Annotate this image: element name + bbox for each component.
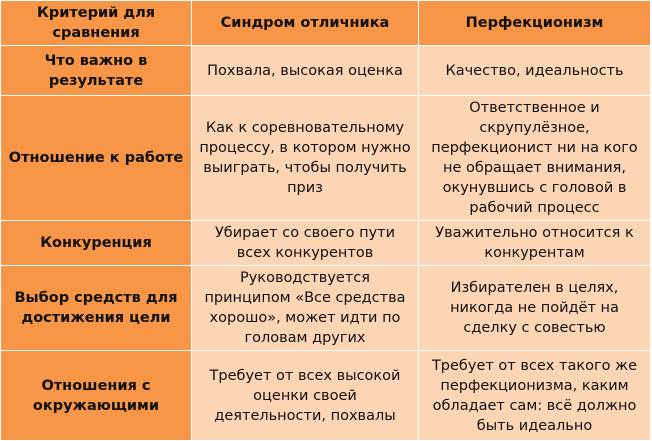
cell-perfectionism: Избирателен в целях, никогда не пойдёт на сделку с совестью — [419, 266, 651, 351]
cell-excellent-student: Похвала, высокая оценка — [192, 46, 419, 96]
row-criterion: Выбор средств для достижения цели — [1, 266, 192, 351]
table-row — [1, 46, 651, 96]
cell-perfectionism: Качество, идеальность — [419, 46, 651, 96]
table-row — [1, 351, 651, 441]
cell-excellent-student: Требует от всех высокой оценки своей деятельности, похвалы — [192, 351, 419, 441]
row-criterion: Отношение к работе — [1, 96, 192, 221]
table-row — [1, 266, 651, 351]
cell-perfectionism: Уважительно относится к конкурентам — [419, 221, 651, 266]
cell-excellent-student: Убирает со своего пути всех конкурентов — [192, 221, 419, 266]
column-header-excellent-student: Синдром отличника — [192, 1, 419, 46]
cell-perfectionism: Требует от всех такого же перфекционизма, каким обладает сам: всё должно быть идеально — [419, 351, 651, 441]
row-criterion: Отношения с окружающими — [1, 351, 192, 441]
column-header-perfectionism: Перфекционизм — [419, 1, 651, 46]
cell-excellent-student: Руководствуется принципом «Все средства хорошо», может идти по головам других — [192, 266, 419, 351]
column-header-criterion: Критерий для сравнения — [1, 1, 192, 46]
row-criterion: Что важно в результате — [1, 46, 192, 96]
table-row — [1, 96, 651, 221]
table-header-row — [1, 1, 651, 46]
cell-excellent-student: Как к соревновательному процессу, в котором нужно выиграть, чтобы получить приз — [192, 96, 419, 221]
cell-perfectionism: Ответственное и скрупулёзное, перфекционист ни на кого не обращает внимания, окунувшись с головой в рабочий процесс — [419, 96, 651, 221]
table-row — [1, 221, 651, 266]
row-criterion: Конкуренция — [1, 221, 192, 266]
